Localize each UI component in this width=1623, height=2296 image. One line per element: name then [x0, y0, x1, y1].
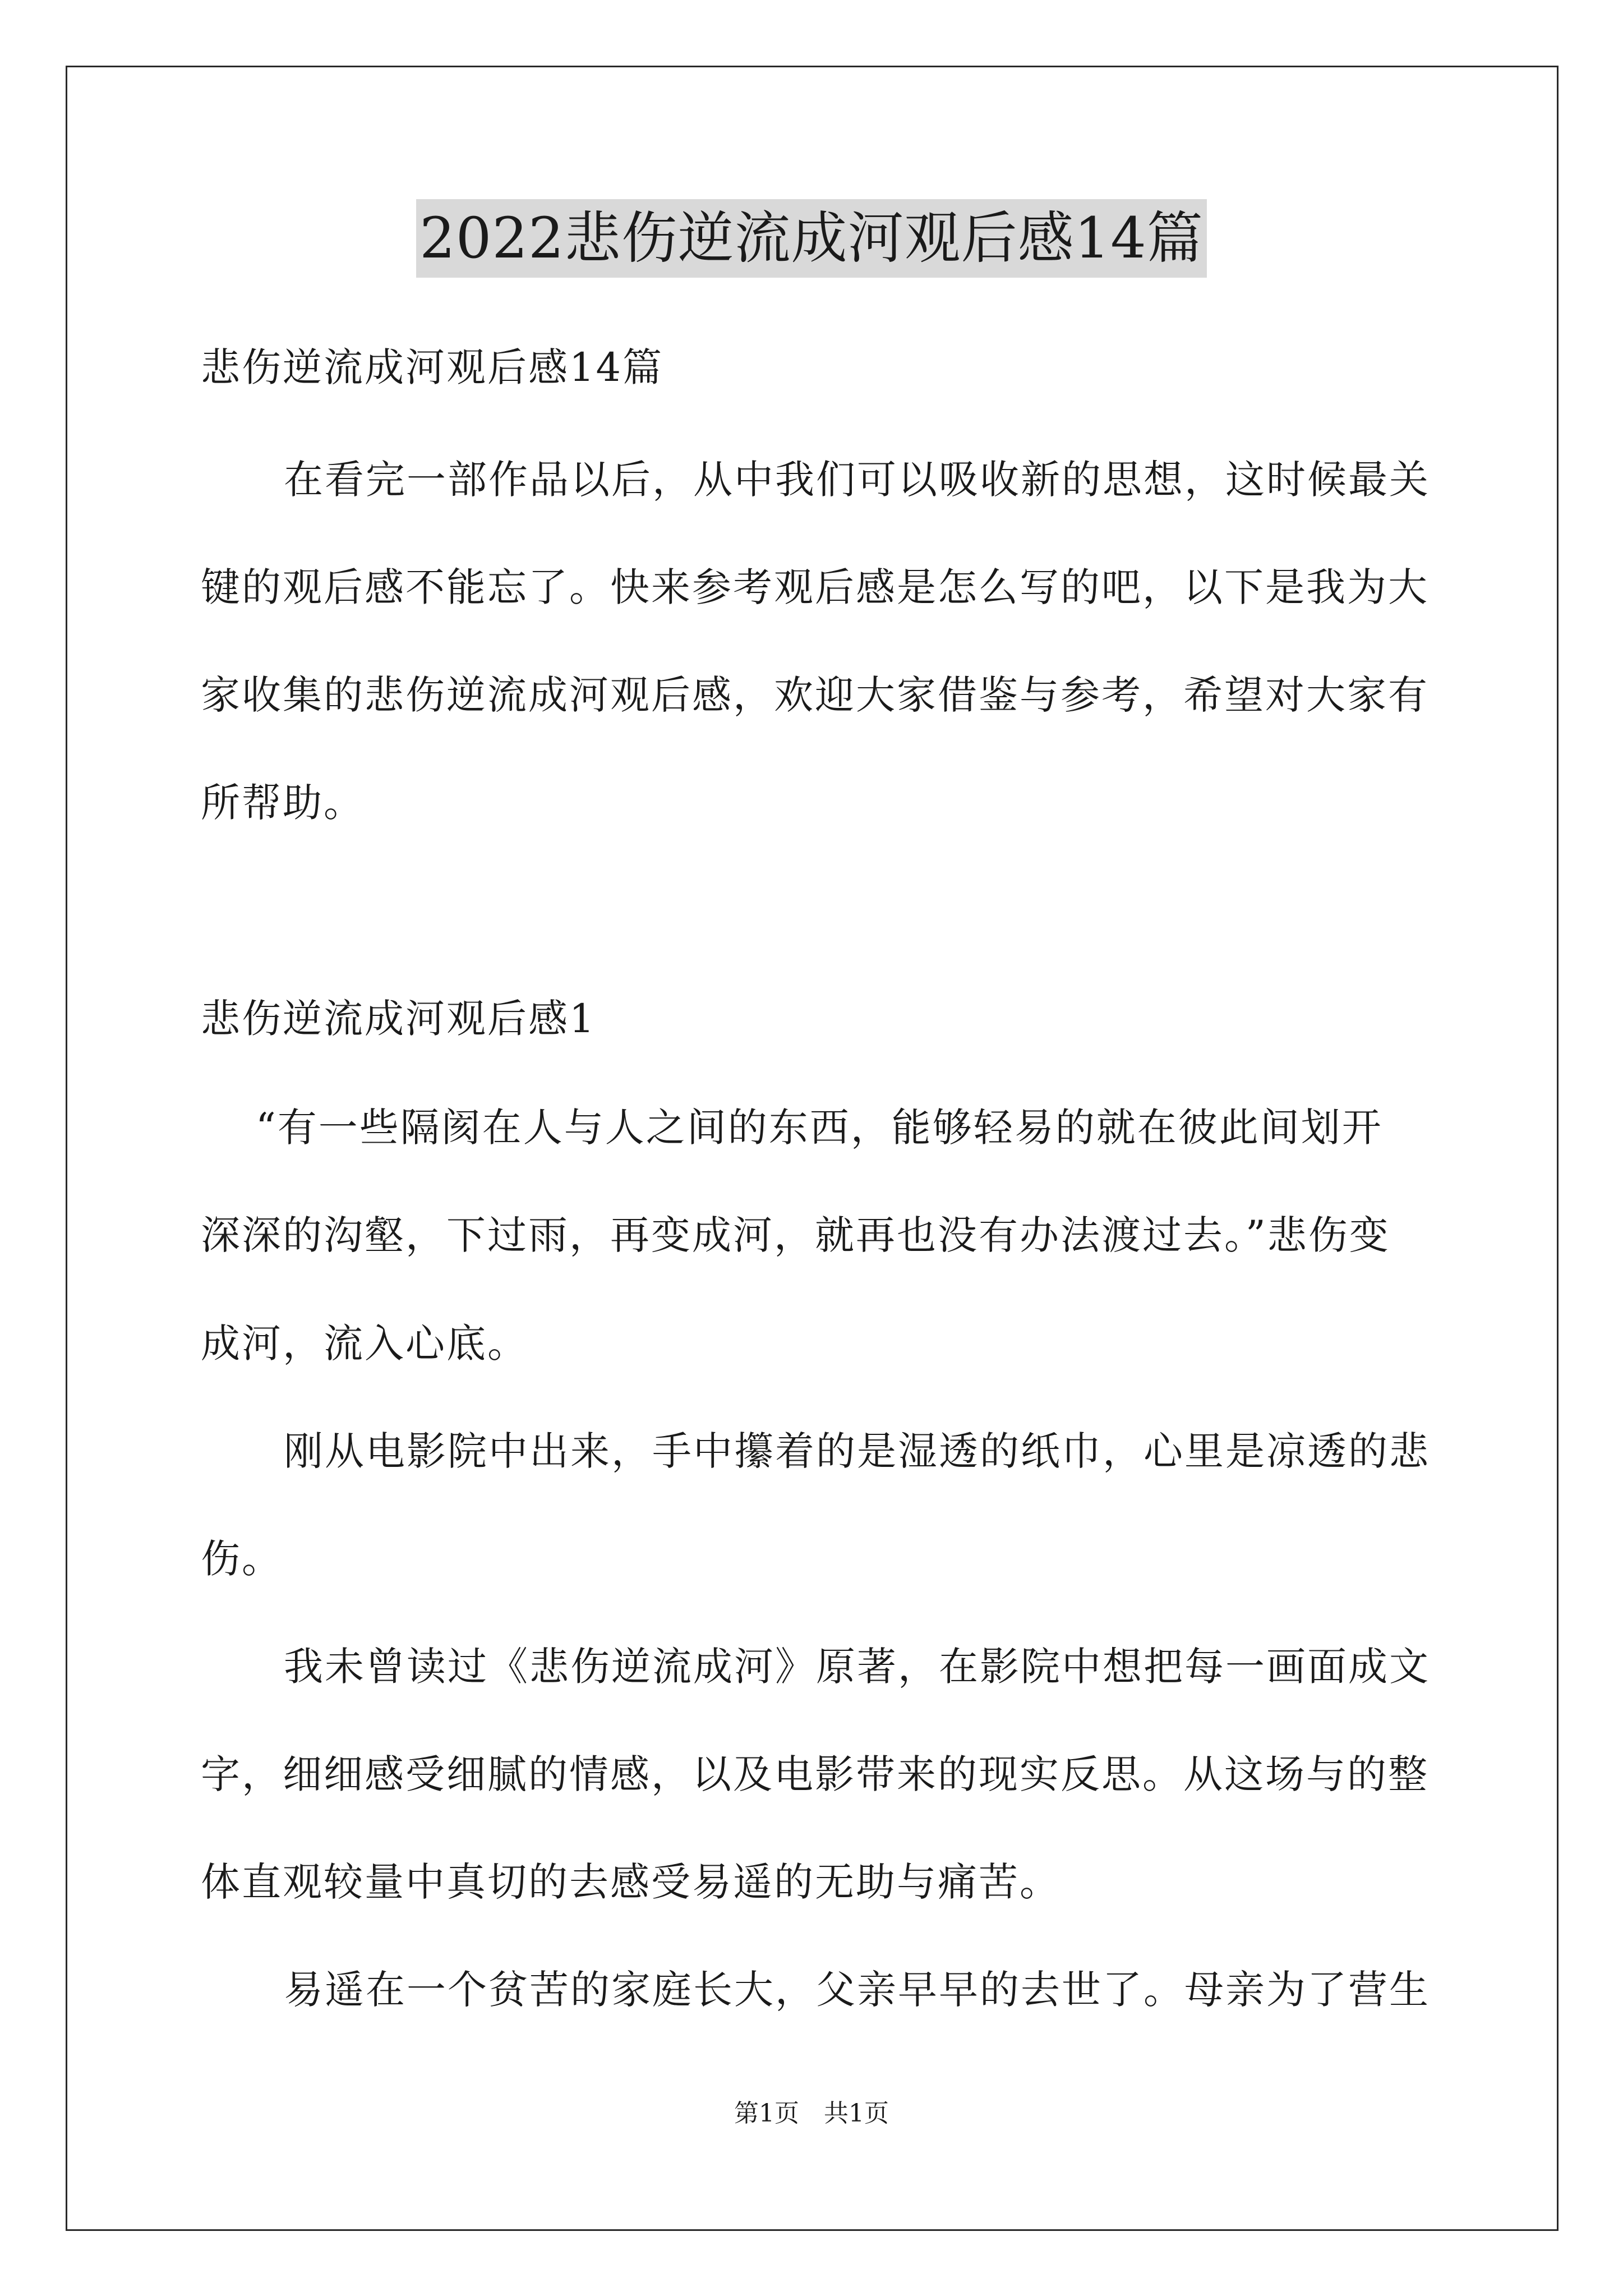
intro-line-4: 所帮助。: [201, 780, 365, 826]
page-total: 共1页: [824, 2099, 889, 2128]
para4-line-1: 易遥在一个贫苦的家庭长大，父亲早早的去世了。母亲为了营生: [284, 1967, 1430, 2013]
para2-line-2: 伤。: [201, 1536, 283, 1582]
intro-line-2: 键的观后感不能忘了。快来参考观后感是怎么写的吧，以下是我为大: [201, 564, 1429, 610]
para1-line-3: 成河，流入心底。: [201, 1320, 528, 1366]
section-heading: 悲伤逆流成河观后感1: [201, 996, 596, 1042]
document-subtitle: 悲伤逆流成河观后感14篇: [201, 344, 664, 390]
page-number: 第1页: [734, 2099, 799, 2128]
intro-line-3: 家收集的悲伤逆流成河观后感，欢迎大家借鉴与参考，希望对大家有: [201, 672, 1429, 718]
page-footer: [0, 2097, 1623, 2131]
document-title: [0, 199, 1623, 278]
para1-line-2: 深深的沟壑，下过雨，再变成河，就再也没有办法渡过去。”悲伤变: [201, 1212, 1390, 1258]
para2-line-1: 刚从电影院中出来，手中攥着的是湿透的纸巾，心里是凉透的悲: [284, 1428, 1430, 1474]
document-title-text: 2022悲伤逆流成河观后感14篇: [416, 199, 1207, 278]
para3-line-2: 字，细细感受细腻的情感，以及电影带来的现实反思。从这场与的整: [201, 1751, 1429, 1797]
para1-line-1: “有一些隔阂在人与人之间的东西，能够轻易的就在彼此间划开: [256, 1105, 1383, 1151]
para3-line-3: 体直观较量中真切的去感受易遥的无助与痛苦。: [201, 1859, 1061, 1905]
intro-line-1: 在看完一部作品以后，从中我们可以吸收新的思想，这时候最关: [284, 457, 1430, 503]
para3-line-1: 我未曾读过《悲伤逆流成河》原著，在影院中想把每一画面成文: [284, 1644, 1430, 1690]
